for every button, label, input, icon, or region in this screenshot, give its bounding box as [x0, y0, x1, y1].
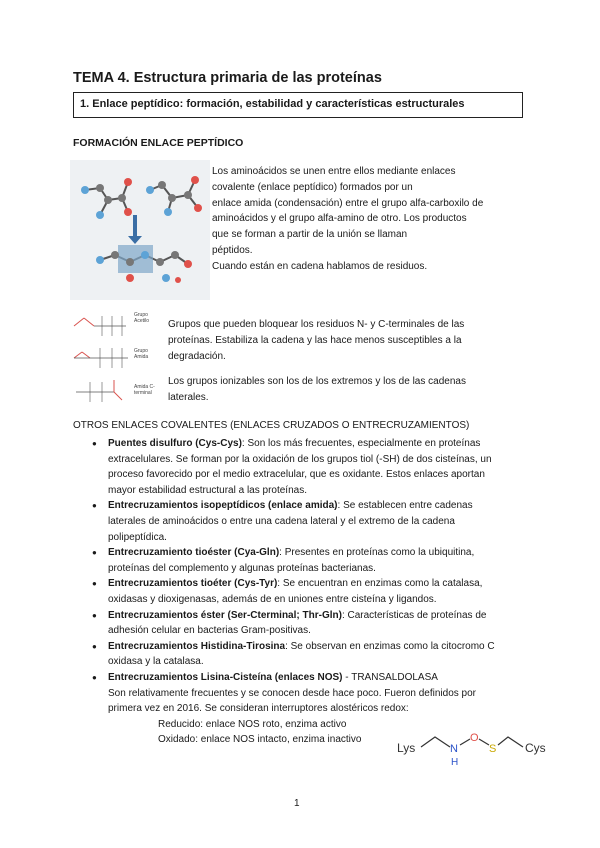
item-text: proceso favorecido por el medio extracelular, que es oxidante. Estos enlaces aportan [108, 469, 485, 481]
list-item [93, 545, 533, 576]
item-term: Entrecruzamientos éster (Ser-Cterminal; Thr-Gln) [108, 609, 342, 621]
page-number: 1 [294, 798, 300, 809]
item-text: : Se encuentran en enzimas como la catalasa, [277, 578, 483, 590]
subsection-heading: FORMACIÓN ENLACE PEPTÍDICO [73, 137, 244, 149]
acetyl-group-figure [70, 308, 160, 338]
formation-line: péptidos. [212, 244, 253, 256]
item-text: Oxidado: enlace NOS intacto, enzima inactivo [158, 734, 362, 746]
item-text: primera vez en 2016. Se consideran interruptores alostéricos redox: [108, 703, 409, 715]
list-item [93, 608, 533, 639]
blocking-text [168, 317, 464, 364]
nitrogen-label: N [450, 743, 458, 755]
oxygen-label: O [470, 732, 479, 744]
other-bonds-title: OTROS ENLACES COVALENTES (ENLACES CRUZADOS O ENTRECRUZAMIENTOS) [73, 420, 470, 431]
item-text: : Se establecen entre cadenas [337, 500, 473, 512]
item-term: Entrecruzamientos tioéter (Cys-Tyr) [108, 578, 278, 590]
sulfur-label: S [489, 743, 497, 755]
amide-cterminal-label: Amida C-terminal [134, 384, 155, 396]
item-term: Entrecruzamientos isopeptídicos (enlace amida) [108, 500, 338, 512]
formation-line: aminoácidos y el grupo alfa-amino de otro. Los productos [212, 213, 467, 225]
list-item [93, 436, 533, 498]
blocking-line: degradación. [168, 350, 226, 362]
blocking-line: proteínas. Estabiliza la cadena y las hace menos susceptibles a la [168, 334, 462, 346]
item-text: : Presentes en proteínas como la ubiquitina, [279, 547, 475, 559]
cys-label: Cys [525, 741, 546, 755]
formation-line: Los aminoácidos se unen entre ellos mediante enlaces [212, 166, 456, 177]
nos-bond-structure [395, 725, 555, 770]
item-text: oxidasa y la catalasa. [108, 656, 204, 668]
item-term: Entrecruzamientos Histidina-Tirosina [108, 640, 286, 652]
item-text: Reducido: enlace NOS roto, enzima activo [158, 718, 347, 730]
formation-line: covalente (enlace peptídico) formados por un [212, 181, 413, 193]
item-text: adhesión celular en bacterias Gram-positivas. [108, 625, 311, 637]
section-heading: 1. Enlace peptídico: formación, estabilidad y características estructurales [80, 98, 465, 110]
item-term: Puentes disulfuro (Cys-Cys) [108, 438, 242, 449]
list-item [93, 639, 533, 670]
item-text: : Características de proteínas de [341, 609, 487, 621]
peptide-bond-figure [70, 160, 210, 300]
formation-line: que se forman a partir de la unión se llaman [212, 229, 408, 241]
formation-text [212, 164, 483, 275]
item-text: : Son los más frecuentes, especialmente en proteínas [241, 438, 481, 449]
item-term: Entrecruzamiento tioéster (Cya-Gln) [108, 547, 280, 559]
item-text: Son relativamente frecuentes y se conocen desde hace poco. Fueron definidos por [108, 687, 477, 699]
formation-line: Cuando están en cadena hablamos de residuos. [212, 260, 428, 272]
section-heading-box [73, 92, 523, 118]
ionizable-line: laterales. [168, 391, 209, 403]
ionizable-text [168, 374, 466, 406]
item-text: extracelulares. Se forman por la oxidación de los grupos tiol (-SH) de dos cisteínas, un [108, 453, 492, 465]
amide-label: Grupo Amida [134, 348, 149, 360]
ionizable-line: Los grupos ionizables son los de los extremos y los de las cadenas [168, 376, 466, 387]
blocking-line: Grupos que pueden bloquear los residuos N- y C-terminales de las [168, 319, 465, 330]
hydrogen-label: H [451, 757, 459, 768]
page-title: TEMA 4. Estructura primaria de las proteínas [73, 70, 382, 86]
acetyl-label: Grupo Acetilo [134, 312, 150, 324]
lys-label: Lys [397, 741, 416, 755]
item-text: oxidasas y dioxigenasas, además de en uniones entre cisteína y ligandos. [108, 593, 437, 605]
list-item [93, 576, 533, 607]
item-text: - TRANSALDOLASA [342, 671, 438, 683]
amide-cterminal-figure [70, 376, 160, 408]
item-text: proteínas del complemento y algunas proteínas bacterianas. [108, 562, 376, 574]
item-text: polipeptídica. [108, 531, 167, 543]
crosslink-list [93, 436, 533, 748]
item-term: Entrecruzamientos Lisina-Cisteína (enlaces NOS) [108, 671, 343, 683]
item-text: mayor estabilidad estructural a las proteínas. [108, 484, 307, 496]
amide-group-figure [70, 342, 160, 372]
formation-line: enlace amida (condensación) entre el grupo alfa-carboxilo de [212, 197, 484, 209]
list-item [93, 498, 533, 545]
item-text: : Se observan en enzimas como la citocromo C [285, 640, 495, 652]
item-text: laterales de aminoácidos o entre una cadena lateral y el extremo de la cadena [108, 515, 455, 527]
